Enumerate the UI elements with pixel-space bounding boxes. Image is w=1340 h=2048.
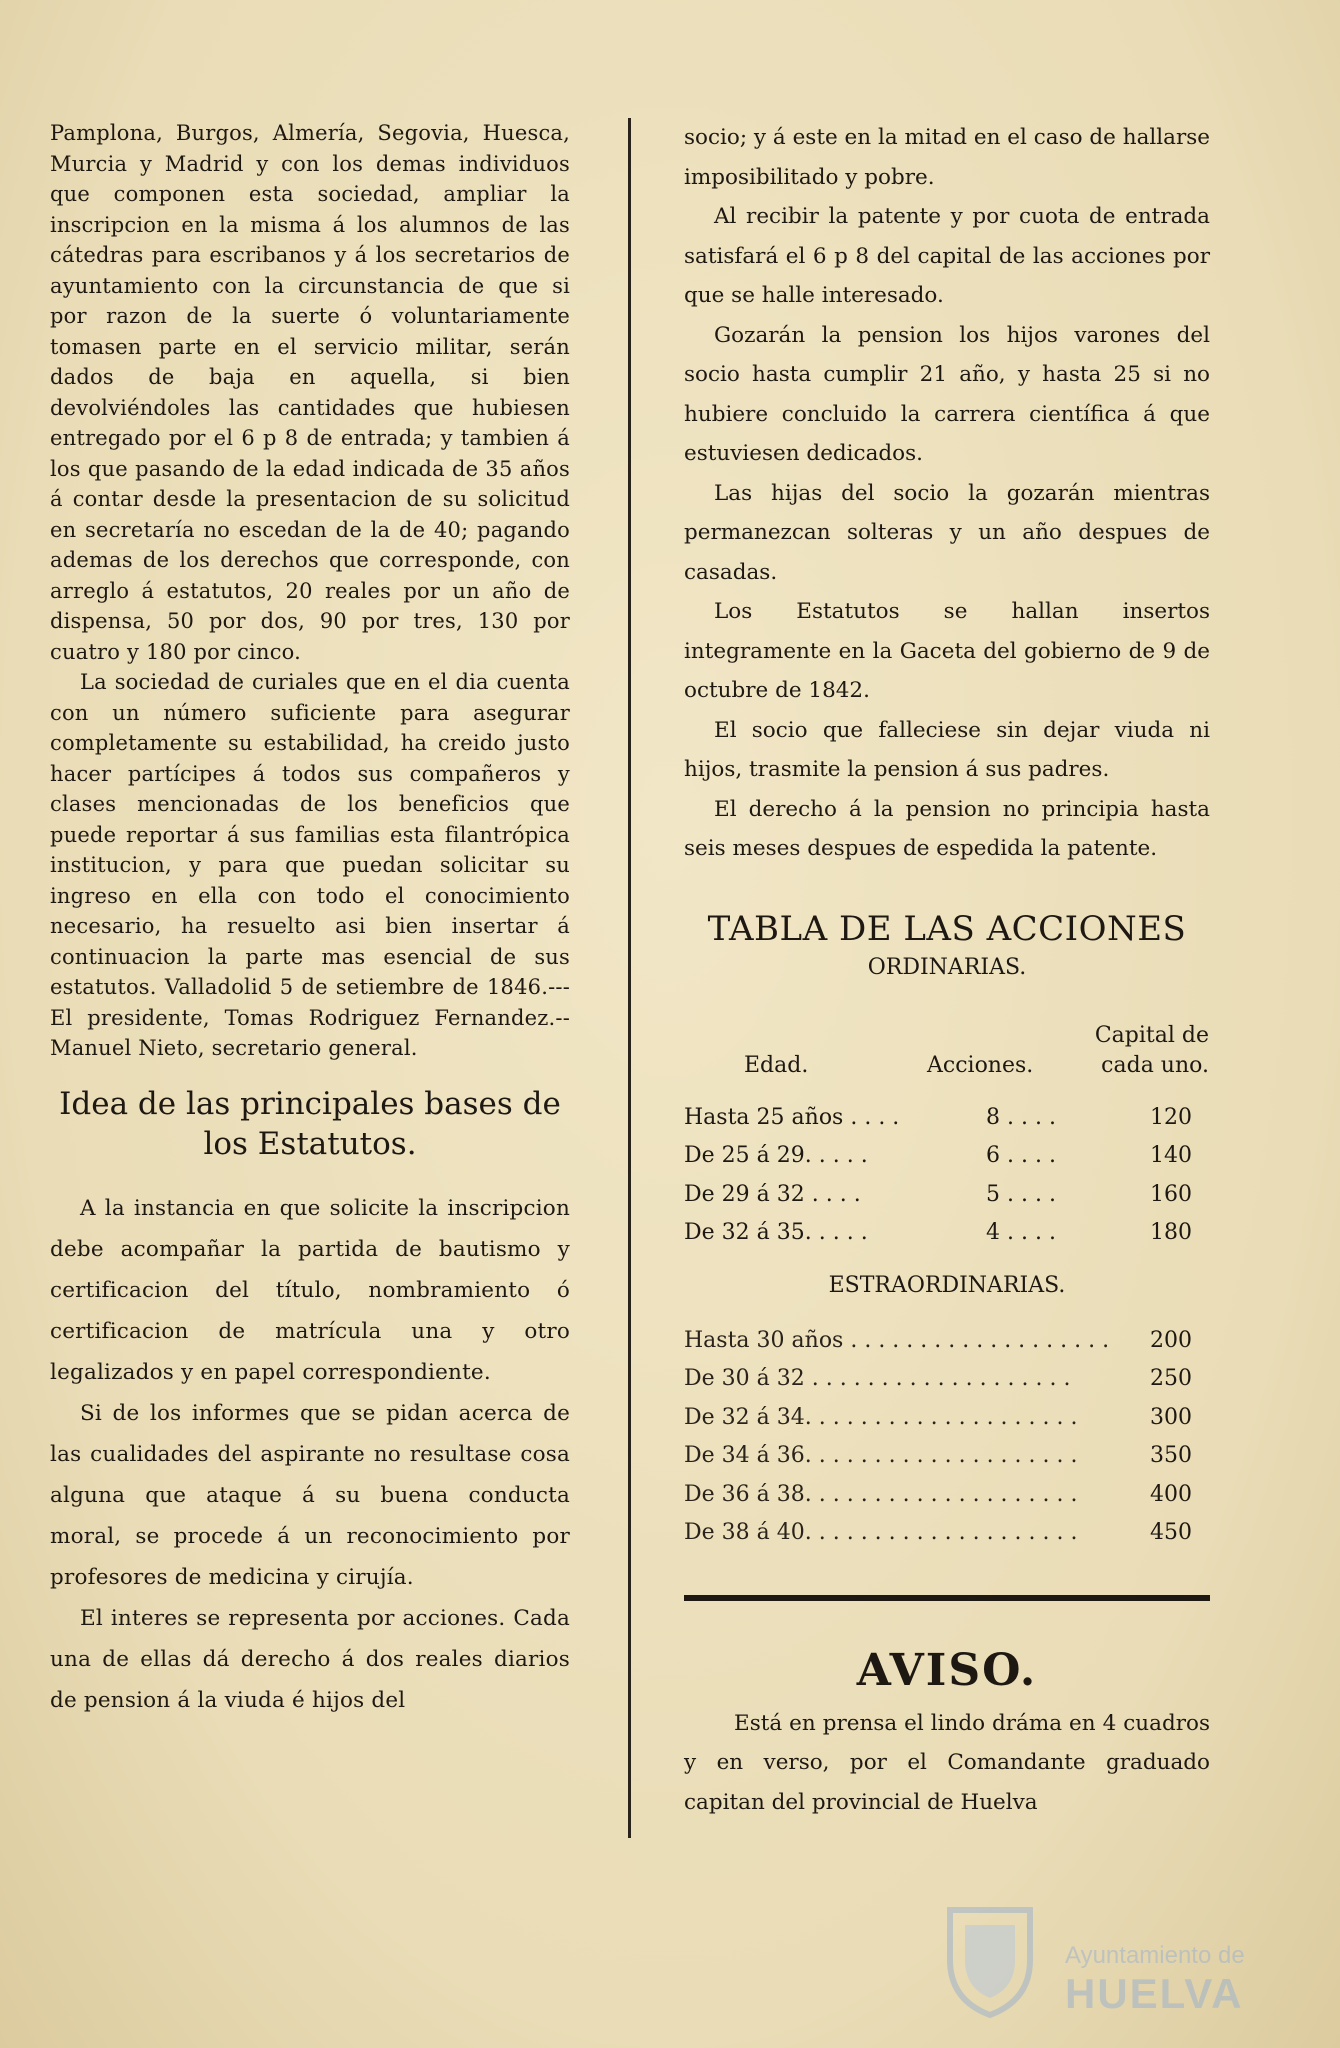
right-column [684,118,1210,1822]
estraordinarias-row [684,1322,1210,1361]
right-paragraph-3: Gozarán la pension los hijos varones del socio hasta cumplir 21 año, y hasta 25 si no hubiere concluido la carrera científica á que estuviesen dedicados. [684,322,1210,466]
left-paragraph-2: La sociedad de curiales que en el dia cuenta con un número suficiente para asegurar completamente su estabilidad, ha creido justo hacer partícipes á todos sus compañeros y clases mencionadas de los beneficios que puede reportar á sus familias esta filantrópica institucion, y para que puedan solicitar su ingreso en ella con todo el conocimiento necesario, ha resuelto asi bien insertar á continuacion la parte mas esencial de sus estatutos. Valladolid 5 de setiembre de 1846.--- El presidente, Tomas Rodriguez Fernandez.--Manuel Nieto, secretario general. [50,670,570,1060]
left-paragraph-3: A la instancia en que solicite la inscripcion debe acompañar la partida de bautismo y certificacion del título, nombramiento ó certificacion de matrícula una y otro legalizados y en papel correspondiente. [50,1195,570,1385]
estraordinarias-title: ESTRAORDINARIAS. [828,1272,1066,1298]
row-capital: 350 [1150,1443,1192,1468]
header-acciones: Acciones. [927,1052,1034,1078]
row-capital: 140 [1150,1143,1192,1168]
left-paragraph-1: Pamplona, Burgos, Almería, Segovia, Huesca, Murcia y Madrid y con los demas individuos que componen esta sociedad, ampliar la inscripcion en la misma á los alumnos de las cátedras para escribanos y á los secretarios de ayuntamiento con la circunstancia de que si por razon de la suerte ó voluntariamente tomasen parte en el servicio militar, serán dados de baja en aquella, si bien devolviéndoles las cantidades que hubiesen entregado por el 6 p 8 de entrada; y tambien á los que pasando de la edad indicada de 35 años á contar desde la presentacion de su solicitud en secretaría no escedan de la de 40; pagando ademas de los derechos que corresponde, con arreglo á estatutos, 20 reales por un año de dispensa, 50 por dos, 90 por tres, 130 por cuatro y 180 por cinco. [50,121,570,664]
row-capital: 400 [1150,1481,1192,1507]
header-capital: Capital de cada uno. [1094,1022,1209,1078]
ordinarias-table [684,1020,1210,1253]
table-subtitle: ORDINARIAS. [867,954,1027,980]
left-paragraph-5: El interes se representa por acciones. Cada una de ellas dá derecho á dos reales diarios de pension á la viuda é hijos del [50,1605,570,1713]
row-edad: De 36 á 38. . . . . . . . . . . . . . . . . . . . [684,1481,1078,1507]
estraordinarias-row [684,1437,1210,1476]
row-capital: 160 [1150,1181,1192,1207]
ordinarias-row [684,1099,1210,1138]
watermark-line1: Ayuntamiento de [1065,1942,1245,1969]
row-acciones: 5 . . . . [986,1181,1056,1207]
ordinarias-row [684,1214,1210,1253]
estraordinarias-table [684,1322,1210,1553]
aviso-title: AVISO. [856,1644,1038,1696]
column-divider [628,118,631,1838]
row-acciones: 8 . . . . [986,1104,1056,1130]
row-capital: 300 [1150,1404,1192,1430]
estraordinarias-row [684,1476,1210,1515]
row-edad: De 29 á 32 . . . . [684,1181,861,1207]
row-edad: De 25 á 29. . . . . [684,1143,868,1168]
right-paragraph-6: El socio que falleciese sin dejar viuda ni hijos, trasmite la pension á sus padres. [684,717,1210,782]
right-paragraph-7: El derecho á la pension no principia hasta seis meses despues de espedida la patente. [684,796,1210,861]
left-column [50,118,570,1721]
right-paragraph-4: Las hijas del socio la gozarán mientras permanezcan solteras y un año despues de casadas. [684,480,1210,585]
row-capital: 450 [1150,1520,1192,1545]
left-paragraph-4: Si de los informes que se pidan acerca de las cualidades del aspirante no resultase cosa alguna que ataque á su buena conducta moral, se procede á un reconocimiento por profesores de medicina y cirujía. [50,1400,570,1590]
ordinarias-row [684,1137,1210,1176]
estraordinarias-row [684,1360,1210,1399]
aviso-rule [684,1595,1210,1601]
row-edad: De 34 á 36. . . . . . . . . . . . . . . . . . . . [684,1443,1078,1468]
estraordinarias-row [684,1514,1210,1553]
huelva-watermark [930,1890,1270,2020]
estraordinarias-row [684,1399,1210,1438]
row-acciones: 4 . . . . [986,1220,1056,1245]
table-title: TABLA DE LAS ACCIONES [707,908,1187,949]
row-capital: 200 [1150,1327,1192,1353]
row-edad: Hasta 30 años . . . . . . . . . . . . . . . . . . . [684,1327,1110,1353]
row-capital: 180 [1150,1220,1192,1245]
right-paragraph-1: socio; y á este en la mitad en el caso de hallarse imposibilitado y pobre. [684,125,1210,190]
row-edad: De 32 á 34. . . . . . . . . . . . . . . . . . . . [684,1404,1078,1430]
estraordinarias-rows [684,1322,1210,1553]
shield-icon [930,1890,1050,2020]
right-paragraph-2: Al recibir la patente y por cuota de entrada satisfará el 6 p 8 del capital de las acciones por que se halle interesado. [684,204,1210,308]
row-edad: Hasta 25 años . . . . [684,1104,900,1130]
row-edad: De 30 á 32 . . . . . . . . . . . . . . . . . . . [684,1366,1071,1391]
header-edad: Edad. [744,1052,809,1078]
row-edad: De 32 á 35. . . . . [684,1220,868,1245]
row-edad: De 38 á 40. . . . . . . . . . . . . . . . . . . . [684,1520,1078,1545]
right-paragraph-5: Los Estatutos se hallan insertos integramente en la Gaceta del gobierno de 9 de octubre de 1842. [684,599,1210,703]
watermark-line2: HUELVA [1065,1970,1244,2017]
ordinarias-row [684,1176,1210,1215]
section-heading: Idea de las principales bases de los Estatutos. [59,1085,561,1162]
aviso-text: Está en prensa el lindo dráma en 4 cuadros y en verso, por el Comandante graduado capitan del provincial de Huelva [684,1710,1210,1815]
row-capital: 120 [1150,1104,1192,1130]
ordinarias-rows [684,1099,1210,1253]
row-capital: 250 [1150,1366,1192,1391]
row-acciones: 6 . . . . [986,1143,1056,1168]
